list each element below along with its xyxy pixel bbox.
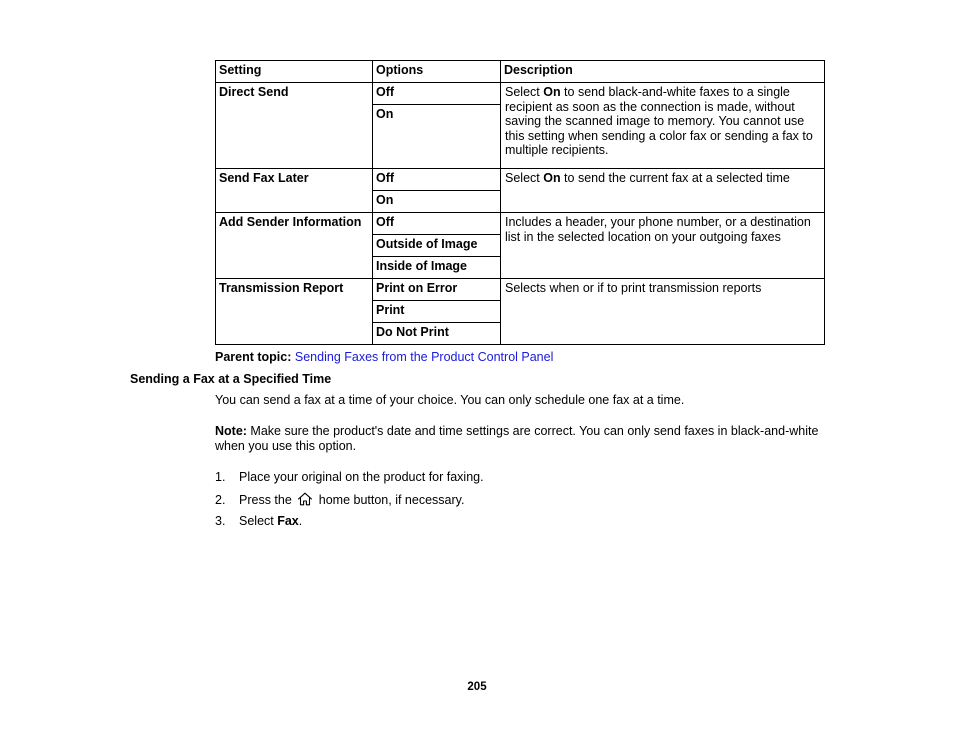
parent-topic (215, 350, 553, 364)
setting-direct-send: Direct Send (216, 83, 373, 169)
fax-settings-table (215, 60, 825, 345)
table-row (216, 279, 825, 301)
list-item (215, 470, 484, 492)
option-cell: Outside of Image (373, 235, 501, 257)
step-text: Press the (239, 493, 296, 507)
section-heading: Sending a Fax at a Specified Time (130, 372, 332, 386)
option-cell: Inside of Image (373, 257, 501, 279)
list-item (215, 492, 484, 514)
header-setting: Setting (216, 61, 373, 83)
option-cell: On (373, 105, 501, 169)
setting-add-sender-information: Add Sender Information (216, 213, 373, 279)
list-item (215, 514, 484, 536)
description-text: Select (505, 85, 544, 99)
option-cell: Print on Error (373, 279, 501, 301)
parent-topic-label: Parent topic: (215, 350, 292, 364)
step-bold: Fax (277, 514, 299, 528)
description-direct-send (501, 83, 825, 169)
description-send-fax-later (501, 169, 825, 213)
option-cell: Off (373, 83, 501, 105)
step-text: home button, if necessary. (315, 493, 465, 507)
header-description: Description (501, 61, 825, 83)
setting-send-fax-later: Send Fax Later (216, 169, 373, 213)
home-icon (297, 492, 313, 506)
option-cell: On (373, 191, 501, 213)
note-paragraph (215, 424, 823, 454)
step-text: . (298, 514, 303, 528)
header-options: Options (373, 61, 501, 83)
table-row (216, 213, 825, 235)
description-bold: On (543, 171, 561, 185)
step-text: Select (239, 514, 278, 528)
option-cell: Do Not Print (373, 323, 501, 345)
option-cell: Off (373, 169, 501, 191)
description-text: Select (505, 171, 544, 185)
note-label: Note: (215, 424, 247, 438)
description-text: to send black-and-white faxes to a single recipient as soon as the connection is made, without saving the scanned image to memory. You cannot use this setting when sending a color fax or sending a fax to multiple recipients. (505, 85, 813, 157)
step-number: 1. (215, 470, 226, 484)
description-add-sender-information: Includes a header, your phone number, or a destination list in the selected location on your outgoing faxes (501, 213, 825, 279)
table-header-row (216, 61, 825, 83)
description-bold: On (543, 85, 561, 99)
option-cell: Off (373, 213, 501, 235)
table-row (216, 169, 825, 191)
intro-paragraph: You can send a fax at a time of your choice. You can only schedule one fax at a time. (215, 393, 685, 407)
step-number: 3. (215, 514, 226, 528)
parent-topic-link[interactable]: Sending Faxes from the Product Control Panel (294, 350, 554, 364)
step-number: 2. (215, 493, 226, 507)
description-transmission-report: Selects when or if to print transmission reports (501, 279, 825, 345)
steps-list (215, 470, 484, 536)
table-row (216, 83, 825, 105)
description-text: to send the current fax at a selected time (560, 171, 790, 185)
option-cell: Print (373, 301, 501, 323)
page-number: 205 (467, 681, 487, 693)
step-text: Place your original on the product for faxing. (239, 470, 484, 484)
note-text: Make sure the product's date and time settings are correct. You can only send faxes in black-and-white when you use this option. (215, 424, 819, 453)
setting-transmission-report: Transmission Report (216, 279, 373, 345)
